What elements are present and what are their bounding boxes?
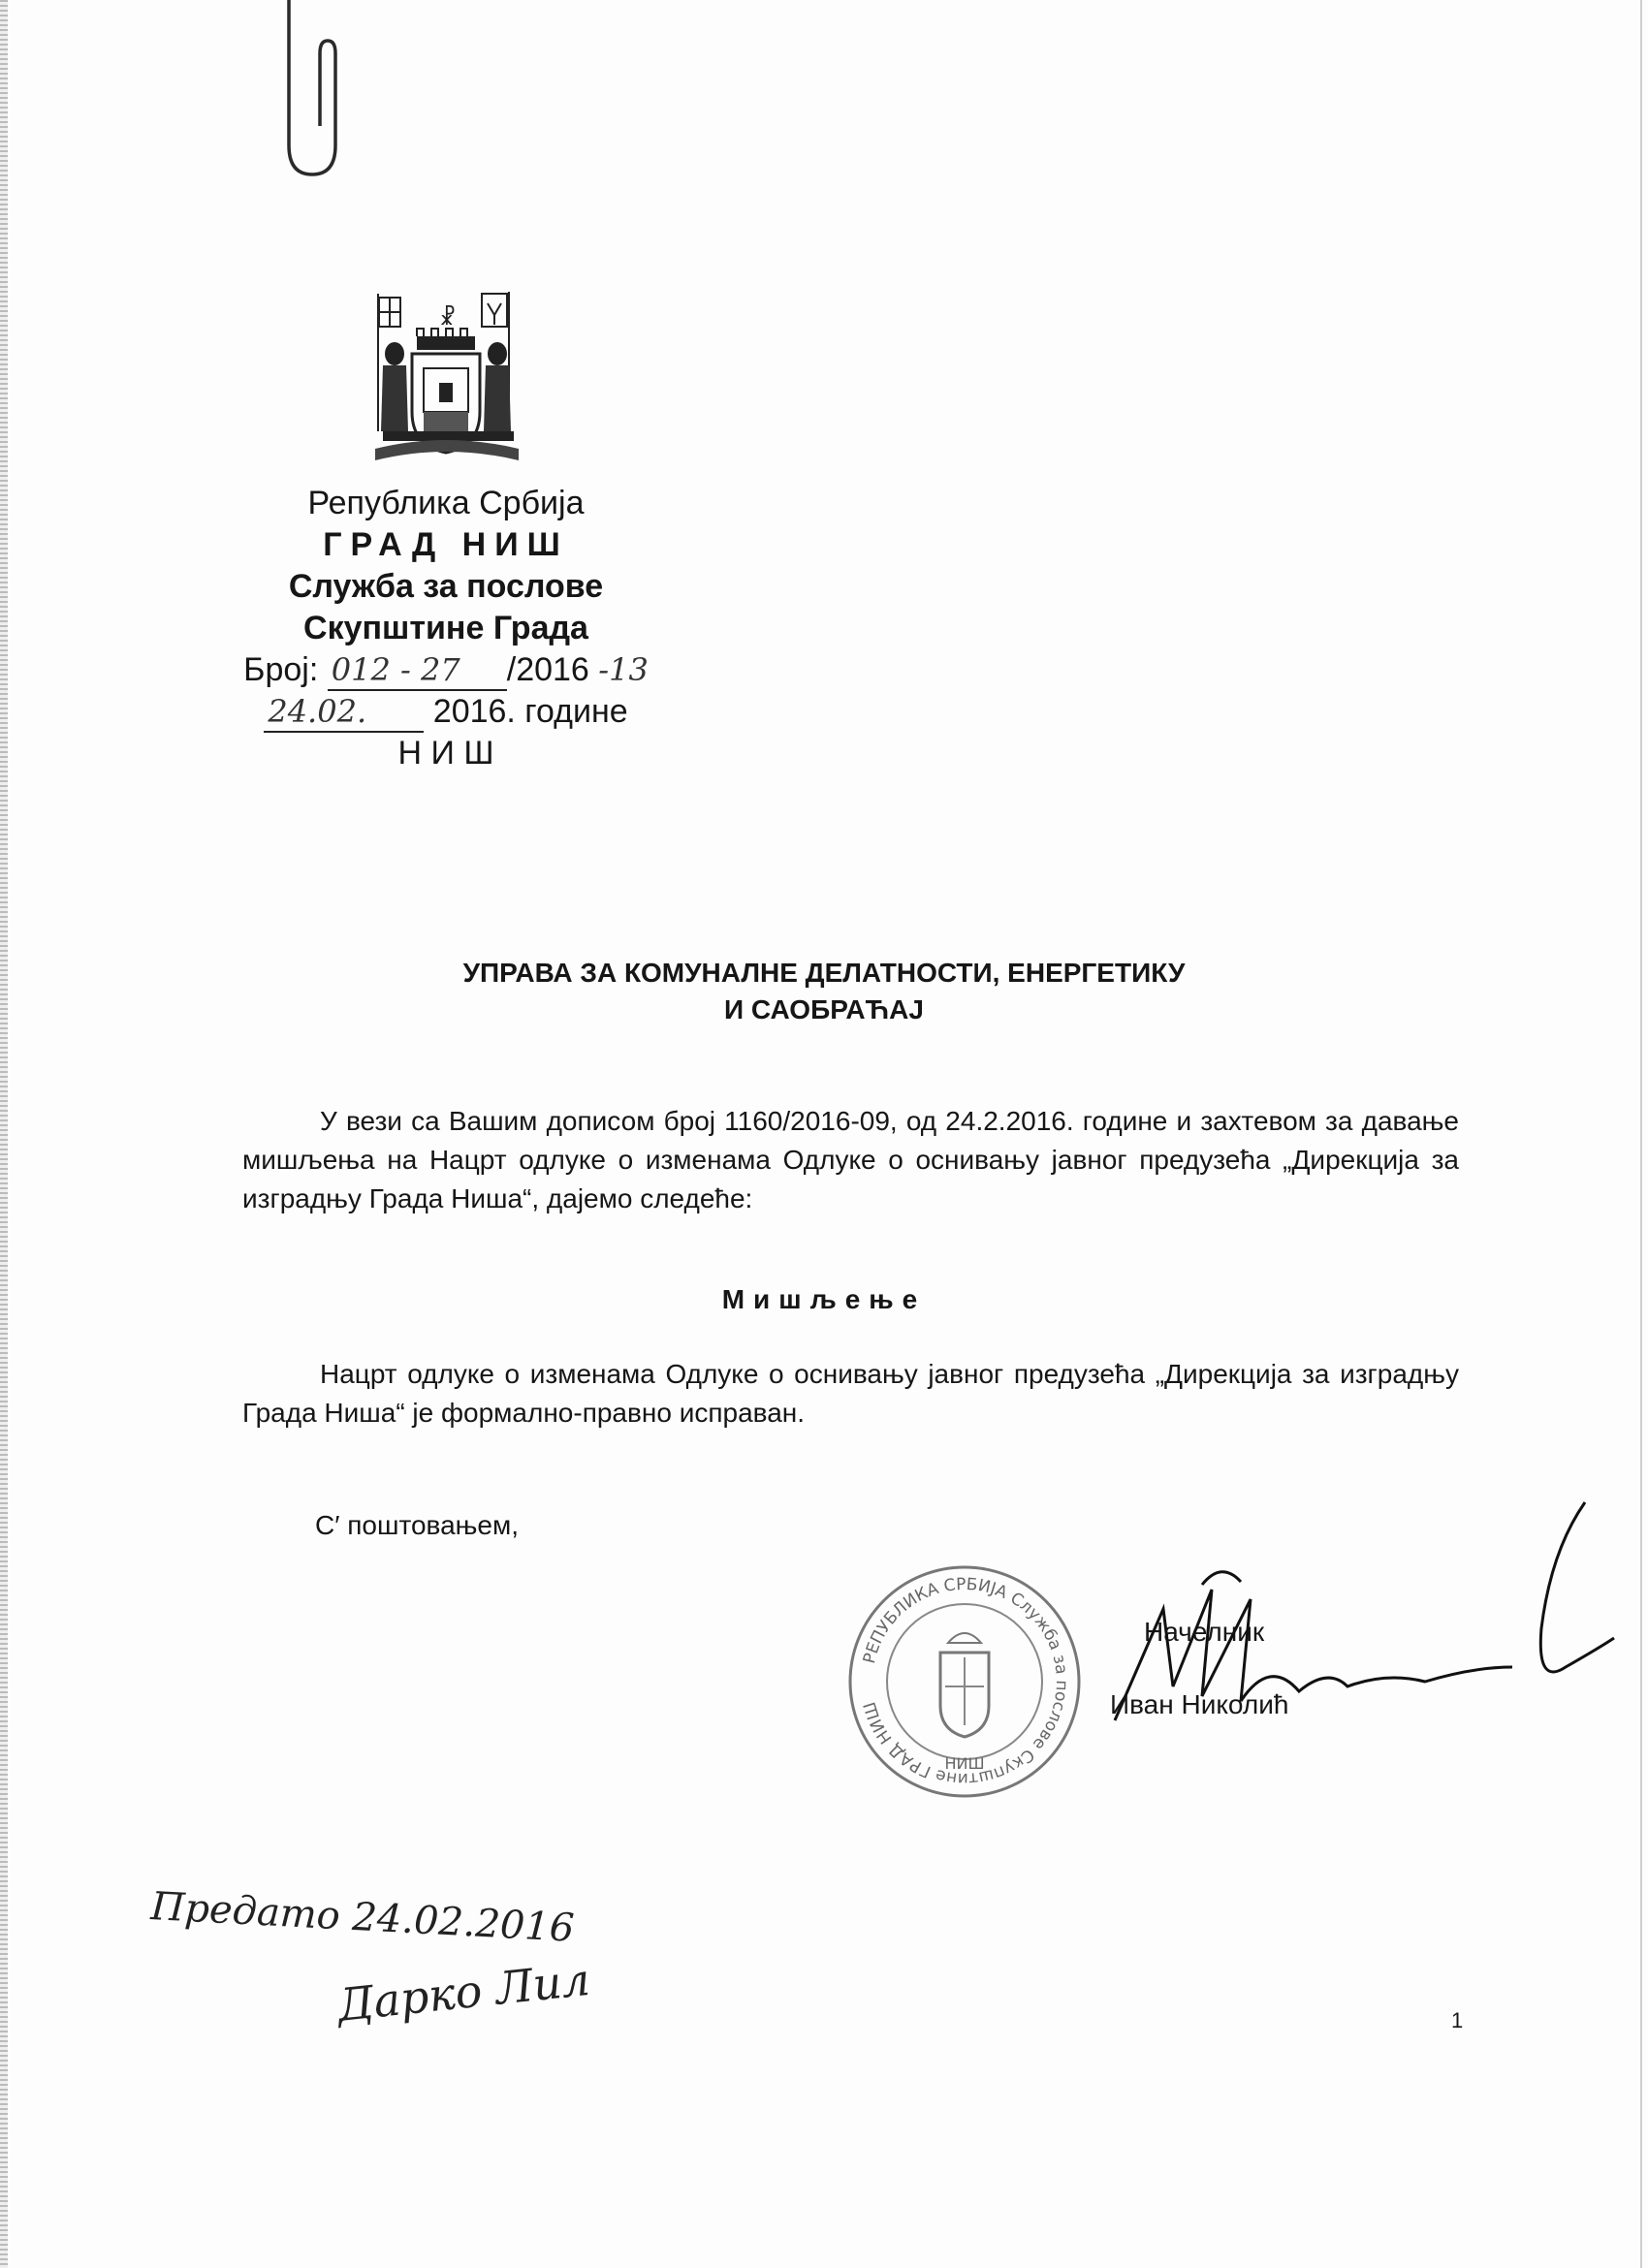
- stamp-ring-text: РЕПУБЛИКА СРБИЈА Служба за послове Скупштине ГРАД НИШ: [859, 1574, 1072, 1789]
- number-prefix: Број:: [243, 651, 319, 688]
- number-suffix: /2016: [506, 651, 589, 688]
- signatory-title: Начелник: [1144, 1617, 1265, 1647]
- addressee: [291, 955, 1357, 1028]
- handwritten-note-line1: Предато 24.02.2016: [149, 1884, 576, 1951]
- body-paragraph-2: [242, 1355, 1459, 1433]
- handwritten-notes: [145, 1861, 650, 2074]
- scan-edge-right: [1640, 0, 1642, 2268]
- date-suffix: 2016. године: [432, 693, 628, 730]
- service-name-line2: Скупштине Града: [303, 610, 588, 646]
- official-stamp: [843, 1560, 1086, 1803]
- handwritten-number: 012 - 27: [331, 651, 460, 688]
- handwritten-number-extra: -13: [598, 651, 649, 688]
- document-date: [233, 691, 659, 733]
- stamp-bottom-text: НИШ: [944, 1754, 985, 1773]
- handwritten-signature: [1057, 1493, 1619, 1745]
- place-name: Н И Ш: [397, 735, 494, 772]
- city-coat-of-arms-icon: [373, 286, 523, 475]
- republic-name: Република Србија: [307, 485, 585, 521]
- addressee-line1: УПРАВА ЗА КОМУНАЛНЕ ДЕЛАТНОСТИ, ЕНЕРГЕТИКУ: [462, 958, 1186, 988]
- stamp-crown-icon: [948, 1633, 981, 1643]
- date-blank: [264, 693, 424, 733]
- addressee-line2: И САОБРАЋАЈ: [724, 994, 924, 1024]
- signatory-name: Иван Николић: [1110, 1689, 1289, 1719]
- handwritten-date: 24.02.: [268, 693, 367, 730]
- scan-edge-left: [0, 0, 8, 2268]
- svg-text:☧: ☧: [439, 306, 457, 331]
- body-paragraph-1: [242, 1102, 1459, 1218]
- number-blank: [328, 651, 507, 691]
- page-number: 1: [1451, 2008, 1464, 2032]
- opinion-heading: Мишљење: [721, 1284, 927, 1314]
- paragraph-1-text: У вези са Вашим дописом број 1160/2016-09, од 24.2.2016. године и захтевом за давање мишљења на Нацрт одлуке о изменама Одлуке о оснивању јавног предузећа „Дирекција за изградњу Града Ниша“, дајемо следеће:: [242, 1106, 1459, 1213]
- closing-salutation: С′ поштовањем,: [315, 1510, 520, 1540]
- paper-clip-icon: [281, 0, 349, 179]
- service-name-line1: Служба за послове: [288, 568, 604, 605]
- reference-number: [233, 649, 659, 691]
- paragraph-2-text: Нацрт одлуке о изменама Одлуке о оснивању јавног предузећа „Дирекција за изградњу Града Ниша“ је формално-правно исправан.: [242, 1359, 1459, 1428]
- sender-header: [233, 483, 659, 774]
- city-name: ГРАД НИШ: [323, 526, 569, 563]
- handwritten-note-line2: Дарко Лил: [334, 1952, 593, 2032]
